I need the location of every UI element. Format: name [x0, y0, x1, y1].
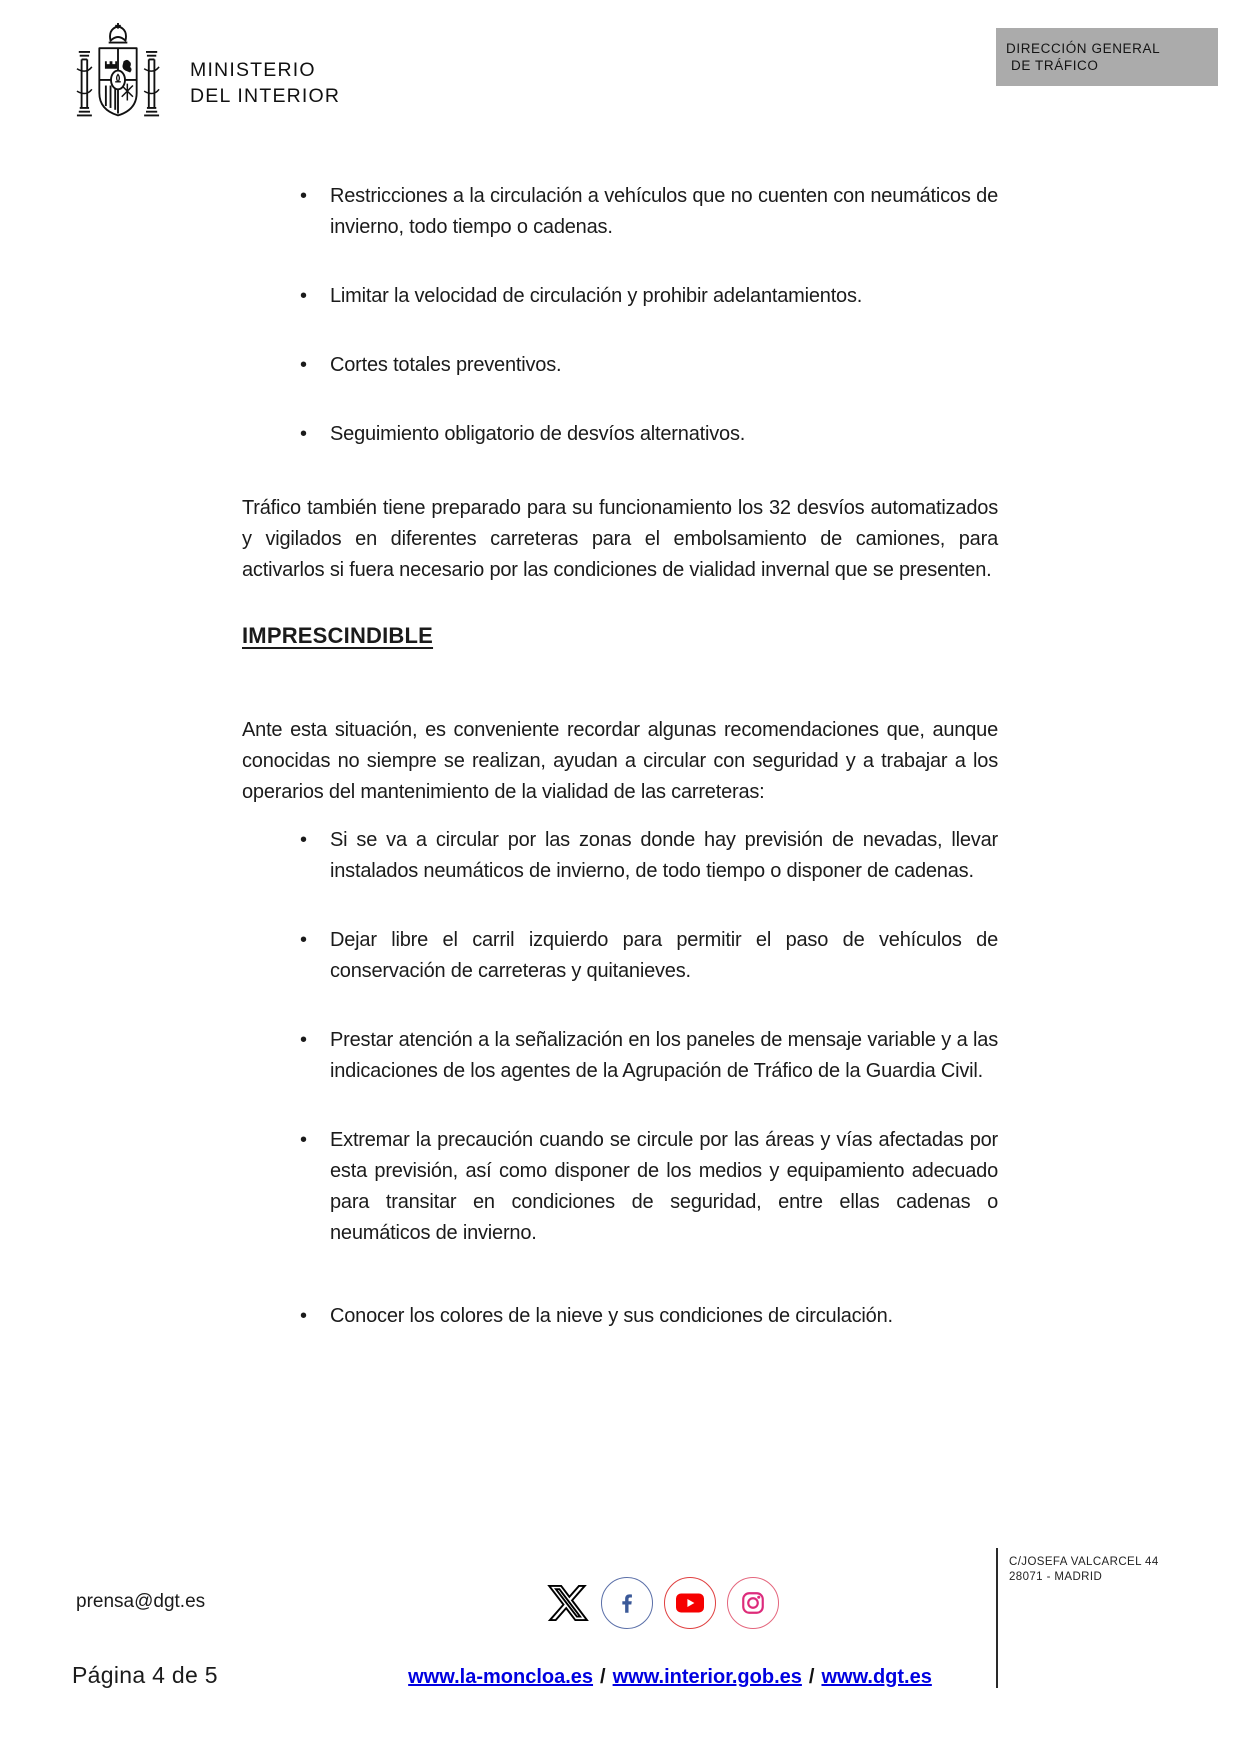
list-item — [242, 1125, 998, 1249]
bullet-marker: • — [300, 929, 307, 951]
ministry-title — [190, 57, 340, 109]
address-line2: 28071 - MADRID — [1009, 1571, 1103, 1583]
address-line1: C/JOSEFA VALCARCEL 44 — [1009, 1556, 1159, 1568]
document-body — [242, 181, 998, 1332]
list-item-text: Restricciones a la circulación a vehículos que no cuenten con neumáticos de invierno, todo tiempo o cadenas. — [330, 185, 998, 238]
ministry-line2: DEL INTERIOR — [190, 85, 341, 107]
x-icon[interactable] — [545, 1577, 591, 1629]
bullet-marker: • — [300, 423, 307, 445]
list-item-text: Extremar la precaución cuando se circule por las áreas y vías afectadas por esta previsión, así como disponer de los medios y equipamiento adecuado para transitar en condiciones de seguridad, entre ellas cadenas o neumáticos de invierno. — [330, 1129, 998, 1244]
bullet-marker: • — [300, 829, 307, 851]
list-item-text: Prestar atención a la señalización en los paneles de mensaje variable y a las indicaciones de los agentes de la Agrupación de Tráfico de la Guardia Civil. — [330, 1029, 998, 1082]
paragraph-traffic-detours: Tráfico también tiene preparado para su funcionamiento los 32 desvíos automatizados y vigilados en diferentes carreteras para el embolsamiento de camiones, para activarlos si fuera necesario por las condiciones de vialidad invernal que se presenten. — [242, 497, 998, 581]
list-item — [242, 281, 998, 312]
paragraph-recommendations-intro: Ante esta situación, es conveniente recordar algunas recomendaciones que, aunque conocidas no siempre se realizan, ayudan a circular con seguridad y a trabajar a los operarios del mantenimiento de la vialidad de las carreteras: — [242, 719, 998, 803]
bullet-marker: • — [300, 1029, 307, 1051]
recommendations-list — [242, 825, 998, 1332]
list-item-text: Limitar la velocidad de circulación y prohibir adelantamientos. — [330, 285, 863, 307]
facebook-icon[interactable] — [601, 1577, 653, 1629]
youtube-icon[interactable] — [664, 1577, 716, 1629]
section-heading: IMPRESCINDIBLE — [242, 623, 434, 648]
list-item-text: Seguimiento obligatorio de desvíos alternativos. — [330, 423, 746, 445]
bullet-marker: • — [300, 1305, 307, 1327]
ministry-line1: MINISTERIO — [190, 59, 316, 81]
list-item-text: Si se va a circular por las zonas donde hay previsión de nevadas, llevar instalados neumáticos de invierno, de todo tiempo o disponer de cadenas. — [330, 829, 998, 882]
bullet-marker: • — [300, 185, 307, 207]
list-item-text: Cortes totales preventivos. — [330, 354, 562, 376]
bullet-marker: • — [300, 285, 307, 307]
social-icons-row — [545, 1577, 790, 1629]
spain-coat-of-arms-logo — [62, 20, 174, 143]
link-la-moncloa[interactable]: www.la-moncloa.es — [408, 1666, 594, 1688]
department-line1: DIRECCIÓN GENERAL — [1006, 41, 1161, 56]
instagram-icon[interactable] — [727, 1577, 779, 1629]
link-dgt[interactable]: www.dgt.es — [821, 1666, 932, 1688]
page-number: Página 4 de 5 — [72, 1662, 218, 1688]
list-item — [242, 181, 998, 243]
bullet-marker: • — [300, 354, 307, 376]
footer-links — [330, 1666, 1010, 1689]
link-separator: / — [600, 1666, 606, 1688]
department-line2: DE TRÁFICO — [1011, 58, 1099, 73]
link-separator: / — [808, 1666, 815, 1688]
press-email: prensa@dgt.es — [76, 1591, 206, 1612]
list-item — [242, 350, 998, 381]
department-badge — [996, 28, 1218, 86]
bullet-marker: • — [300, 1129, 307, 1151]
list-item — [242, 925, 998, 987]
list-item — [242, 825, 998, 887]
list-item — [242, 1301, 998, 1332]
list-item-text: Dejar libre el carril izquierdo para permitir el paso de vehículos de conservación de carreteras y quitanieves. — [330, 929, 998, 982]
restrictions-list — [242, 181, 998, 450]
link-interior[interactable]: www.interior.gob.es — [612, 1666, 802, 1688]
list-item — [242, 1025, 998, 1087]
office-address — [1009, 1555, 1159, 1585]
list-item — [242, 419, 998, 450]
list-item-text: Conocer los colores de la nieve y sus condiciones de circulación. — [330, 1305, 893, 1327]
